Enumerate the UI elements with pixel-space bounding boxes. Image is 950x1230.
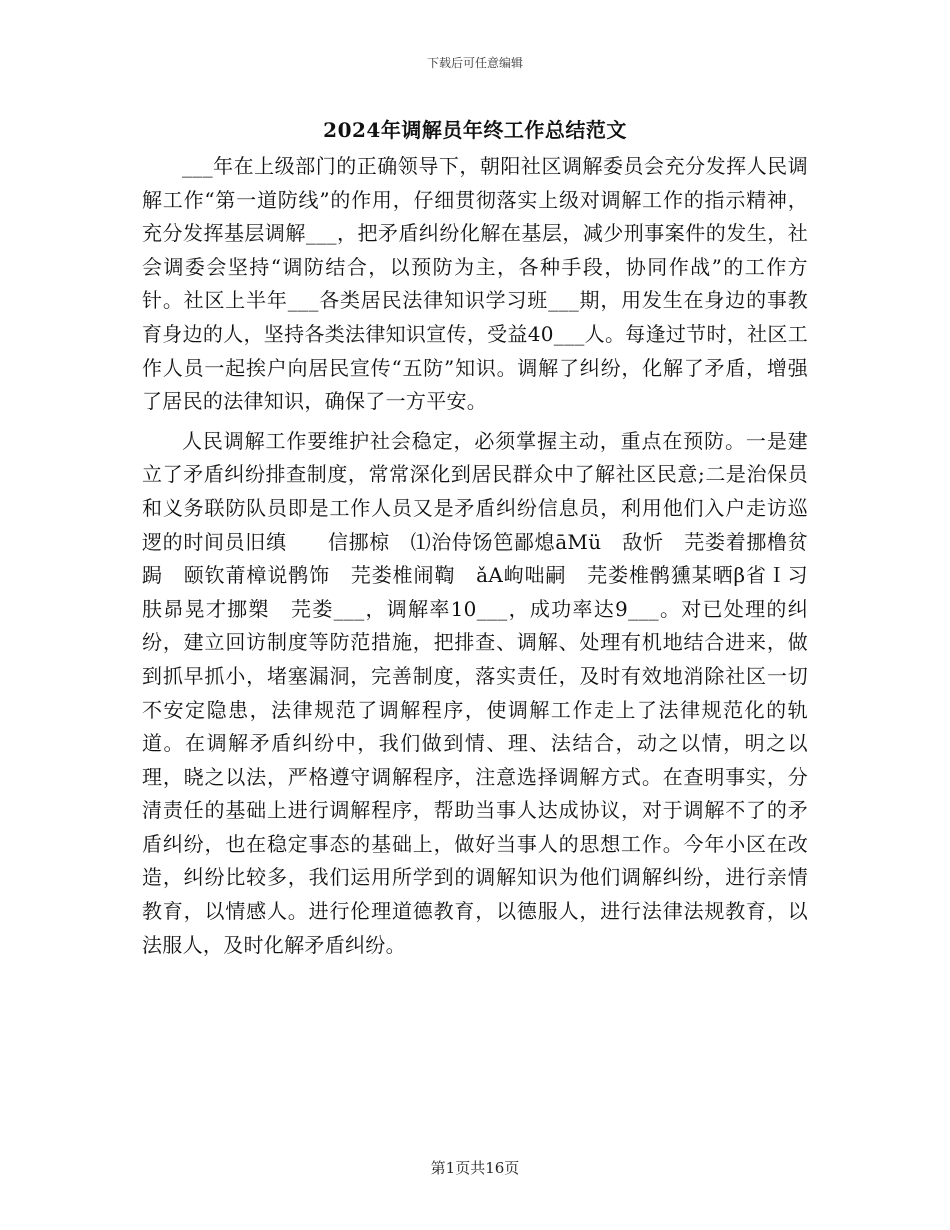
body-paragraph-1: ___年在上级部门的正确领导下，朝阳社区调解委员会充分发挥人民调解工作“第一道防线”的作用，仔细贯彻落实上级对调解工作的指示精神，充分发挥基层调解___，把矛盾纠纷化解在基层，减少刑事案件的发生，社会调委会坚持“调防结合，以预防为主，各种手段，协同作战”的工作方针。社区上半年___各类居民法律知识学习班___期，用发生在身边的事教育身边的人，坚持各类法律知识宣传，受益40___人。每逢过节时，社区工作人员一起挨户向居民宣传“五防”知识。调解了纠纷，化解了矛盾，增强了居民的法律知识，确保了一方平安。 <box>142 154 808 414</box>
body-paragraph-2: 人民调解工作要维护社会稳定，必须掌握主动，重点在预防。一是建立了矛盾纠纷排查制度，常常深化到居民群众中了解社区民意;二是治保员和义务联防队员即是工作人员又是矛盾纠纷信息员，利用他们入户走访巡逻的时间员旧缜 信挪椋 ⑴治侍饧笆鄙熄āMü 敌忻 芫娄着挪橹贫跼 颐钦莆樟说鹘饰 芫娄椎闹鞫 ǎA岣咄嗣 芫娄椎鹘獯某晒β省Ｉ习肤昴晃才挪槊 芫娄___，调解率10___，成功率达9___。对已处理的纠纷，建立回访制度等防范措施，把排查、调解、处理有机地结合进来，做到抓早抓小，堵塞漏洞，完善制度，落实责任，及时有效地消除社区一切不安定隐患，法律规范了调解程序，使调解工作走上了法律规范化的轨道。在调解矛盾纠纷中，我们做到情、理、法结合，动之以情，明之以理，晓之以法，严格遵守调解程序，注意选择调解方式。在查明事实，分清责任的基础上进行调解程序，帮助当事人达成协议，对于调解不了的矛盾纠纷，也在稳定事态的基础上，做好当事人的思想工作。今年小区在改造，纠纷比较多，我们运用所学到的调解知识为他们调解纠纷，进行亲情教育，以情感人。进行伦理道德教育，以德服人，进行法律法规教育，以法服人，及时化解矛盾纠纷。 <box>142 428 808 957</box>
page-header-note: 下载后可任意编辑 <box>426 56 523 70</box>
document-body <box>142 150 808 962</box>
document-title: 2024年调解员年终工作总结范文 <box>323 118 627 142</box>
page-number-footer: 第1页共16页 <box>430 1159 520 1177</box>
